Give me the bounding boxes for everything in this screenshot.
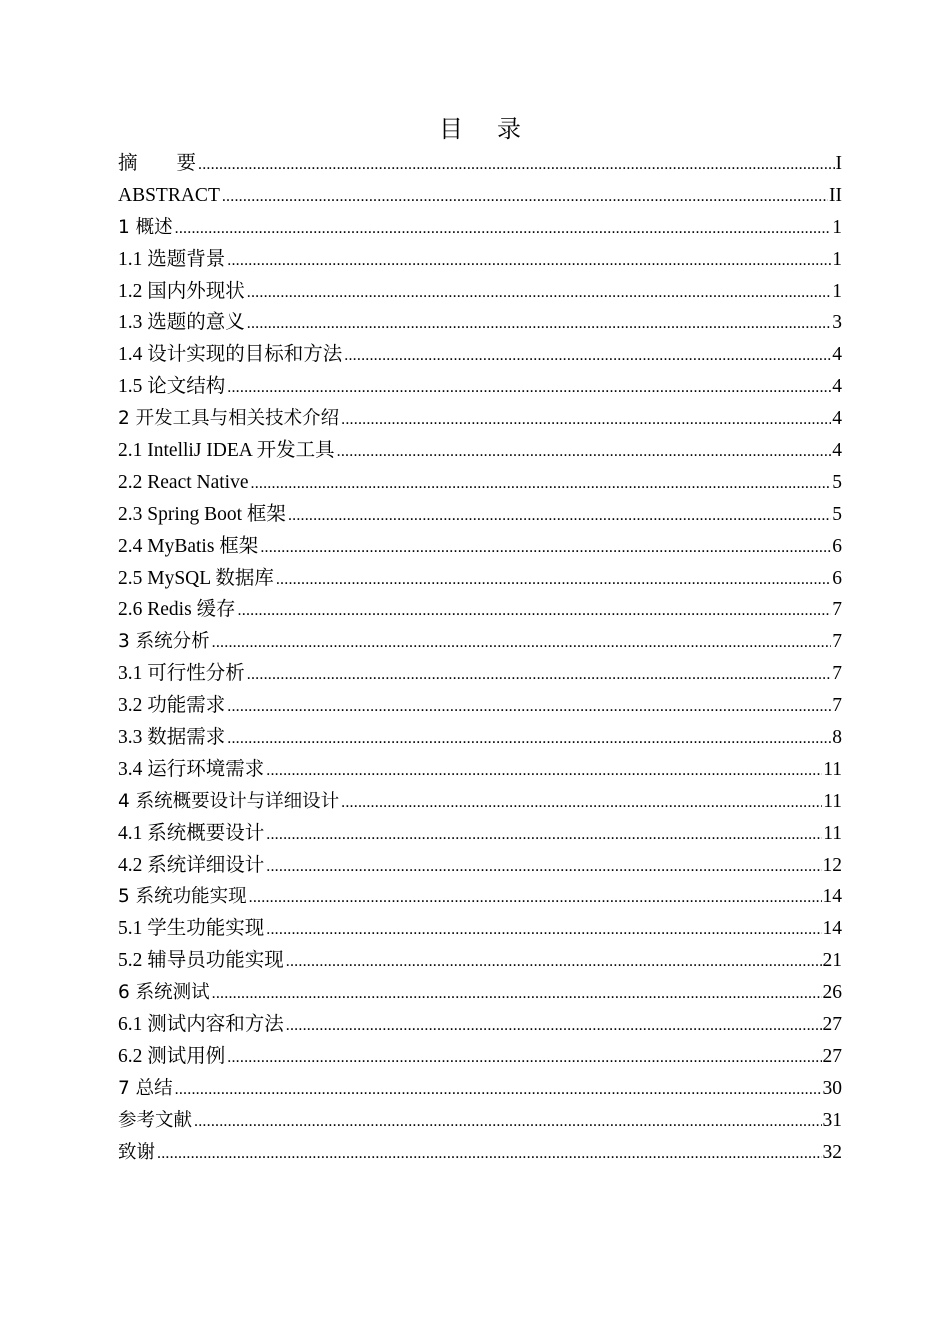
toc-entry-page-number: 6 [832, 535, 842, 557]
toc-entry[interactable] [118, 499, 842, 531]
toc-entry[interactable] [118, 563, 842, 595]
toc-dot-leader [344, 340, 831, 371]
toc-dot-leader [212, 627, 832, 658]
toc-entry-page-number: 31 [822, 1109, 842, 1131]
toc-entry[interactable] [118, 850, 842, 882]
toc-title-char-1: 目 [439, 117, 463, 143]
toc-entry[interactable] [118, 754, 842, 786]
toc-entry[interactable] [118, 1009, 842, 1041]
toc-entry[interactable] [118, 403, 842, 435]
toc-entry-label: 2.2 React Native [118, 471, 249, 493]
toc-dot-leader [212, 978, 822, 1009]
toc-entry-page-number: 4 [832, 344, 842, 366]
toc-dot-leader [341, 787, 822, 818]
toc-entry-page-number: 6 [832, 567, 842, 589]
toc-entry[interactable] [118, 1105, 842, 1137]
toc-dot-leader [175, 213, 832, 244]
toc-dot-leader [238, 595, 832, 626]
toc-entry-page-number: 5 [832, 503, 842, 525]
toc-entry-label: 2.3 Spring Boot 框架 [118, 503, 286, 525]
toc-entry[interactable] [118, 626, 842, 658]
toc-title [0, 112, 950, 148]
toc-entry-label: 4.1 系统概要设计 [118, 822, 265, 844]
toc-dot-leader [227, 372, 831, 403]
toc-entry-label: 5.2 辅导员功能实现 [118, 950, 284, 972]
toc-dot-leader [286, 946, 822, 977]
toc-entry-label: 5 系统功能实现 [118, 886, 247, 908]
toc-entry-page-number: 3 [832, 312, 842, 334]
toc-title-char-2: 录 [497, 117, 521, 143]
toc-entry-label: 5.1 学生功能实现 [118, 918, 265, 940]
toc-entry-label: 1 概述 [118, 216, 173, 238]
toc-entry[interactable] [118, 467, 842, 499]
toc-entry-label: 1.1 选题背景 [118, 248, 226, 270]
toc-entry-label: 6 系统测试 [118, 982, 210, 1004]
toc-dot-leader [198, 149, 834, 180]
toc-dot-leader [341, 404, 831, 435]
toc-entry-page-number: 30 [822, 1077, 842, 1099]
toc-entry-page-number: 7 [832, 599, 842, 621]
toc-entry[interactable] [118, 435, 842, 467]
toc-entry-page-number: 32 [822, 1141, 842, 1163]
toc-entry-page-number: 4 [832, 440, 842, 462]
toc-entry[interactable] [118, 658, 842, 690]
toc-dot-leader [247, 277, 831, 308]
toc-list [118, 148, 842, 1169]
toc-entry-label: ABSTRACT [118, 184, 220, 206]
toc-entry[interactable] [118, 307, 842, 339]
toc-entry-page-number: 4 [832, 376, 842, 398]
toc-entry[interactable] [118, 594, 842, 626]
toc-entry-page-number: 26 [822, 982, 842, 1004]
toc-entry-label: 3.3 数据需求 [118, 727, 226, 749]
toc-entry-page-number: 1 [832, 248, 842, 270]
toc-entry-label: 3.1 可行性分析 [118, 663, 245, 685]
toc-entry-page-number: 12 [822, 854, 842, 876]
toc-entry-label: 3 系统分析 [118, 631, 210, 653]
toc-entry[interactable] [118, 945, 842, 977]
toc-entry-page-number: 8 [832, 727, 842, 749]
toc-entry[interactable] [118, 148, 842, 180]
toc-entry-label: 2.6 Redis 缓存 [118, 599, 236, 621]
toc-dot-leader [227, 723, 831, 754]
toc-entry[interactable] [118, 276, 842, 308]
toc-dot-leader [157, 1138, 821, 1169]
toc-entry-page-number: 4 [832, 408, 842, 430]
toc-entry-page-number: 1 [832, 280, 842, 302]
toc-entry-label: 1.4 设计实现的目标和方法 [118, 344, 343, 366]
toc-entry[interactable] [118, 1137, 842, 1169]
toc-entry-label: 3.2 功能需求 [118, 695, 226, 717]
toc-entry[interactable] [118, 818, 842, 850]
toc-entry-page-number: 5 [832, 471, 842, 493]
toc-entry-label: 1.5 论文结构 [118, 376, 226, 398]
toc-dot-leader [266, 914, 821, 945]
toc-entry-page-number: II [829, 184, 842, 206]
toc-dot-leader [337, 436, 832, 467]
toc-entry-label: 2.1 IntelliJ IDEA 开发工具 [118, 440, 335, 462]
toc-entry-label: 2.5 MySQL 数据库 [118, 567, 274, 589]
toc-dot-leader [260, 532, 831, 563]
toc-entry-label: 参考文献 [118, 1109, 193, 1131]
toc-entry[interactable] [118, 977, 842, 1009]
toc-entry-label: 1.3 选题的意义 [118, 312, 245, 334]
toc-entry[interactable] [118, 1073, 842, 1105]
toc-dot-leader [194, 1106, 821, 1137]
toc-entry[interactable] [118, 371, 842, 403]
toc-entry-label: 6.2 测试用例 [118, 1045, 226, 1067]
toc-dot-leader [247, 308, 831, 339]
toc-entry[interactable] [118, 786, 842, 818]
toc-entry-page-number: 7 [832, 695, 842, 717]
toc-dot-leader [227, 1042, 821, 1073]
toc-entry-page-number: 1 [832, 216, 842, 238]
toc-entry-label: 1.2 国内外现状 [118, 280, 245, 302]
toc-entry-page-number: I [835, 153, 842, 174]
toc-entry-page-number: 14 [822, 886, 842, 908]
toc-entry-page-number: 11 [823, 790, 842, 812]
toc-entry-label: 2.4 MyBatis 框架 [118, 535, 259, 557]
toc-entry-page-number: 21 [822, 950, 842, 972]
toc-entry-label: 6.1 测试内容和方法 [118, 1014, 284, 1036]
toc-entry-page-number: 14 [822, 918, 842, 940]
toc-entry-page-number: 11 [823, 758, 842, 780]
toc-dot-leader [266, 819, 822, 850]
toc-entry-label: 4.2 系统详细设计 [118, 854, 265, 876]
toc-dot-leader [251, 468, 832, 499]
toc-dot-leader [227, 245, 831, 276]
toc-entry[interactable] [118, 339, 842, 371]
toc-entry-label: 3.4 运行环境需求 [118, 758, 265, 780]
toc-dot-leader [247, 659, 831, 690]
toc-dot-leader [227, 691, 831, 722]
toc-entry[interactable] [118, 212, 842, 244]
toc-entry-label: 致谢 [118, 1141, 156, 1163]
toc-entry[interactable] [118, 913, 842, 945]
toc-entry[interactable] [118, 690, 842, 722]
toc-entry-page-number: 11 [823, 822, 842, 844]
toc-entry[interactable] [118, 180, 842, 212]
toc-entry[interactable] [118, 1041, 842, 1073]
toc-dot-leader [266, 851, 821, 882]
toc-dot-leader [286, 1010, 822, 1041]
toc-entry[interactable] [118, 722, 842, 754]
toc-entry-page-number: 27 [822, 1014, 842, 1036]
toc-entry-label: 4 系统概要设计与详细设计 [118, 790, 340, 812]
toc-dot-leader [249, 882, 822, 913]
toc-entry-label: 2 开发工具与相关技术介绍 [118, 408, 340, 430]
toc-entry-page-number: 7 [832, 663, 842, 685]
toc-entry-label: 7 总结 [118, 1077, 173, 1099]
toc-dot-leader [288, 500, 831, 531]
toc-entry-page-number: 27 [822, 1045, 842, 1067]
toc-dot-leader [175, 1074, 822, 1105]
toc-dot-leader [276, 564, 831, 595]
toc-entry[interactable] [118, 881, 842, 913]
toc-dot-leader [266, 755, 822, 786]
toc-entry[interactable] [118, 531, 842, 563]
toc-entry[interactable] [118, 244, 842, 276]
toc-entry-label: 摘 要 [118, 153, 197, 174]
toc-dot-leader [222, 181, 828, 212]
toc-entry-page-number: 7 [832, 631, 842, 653]
